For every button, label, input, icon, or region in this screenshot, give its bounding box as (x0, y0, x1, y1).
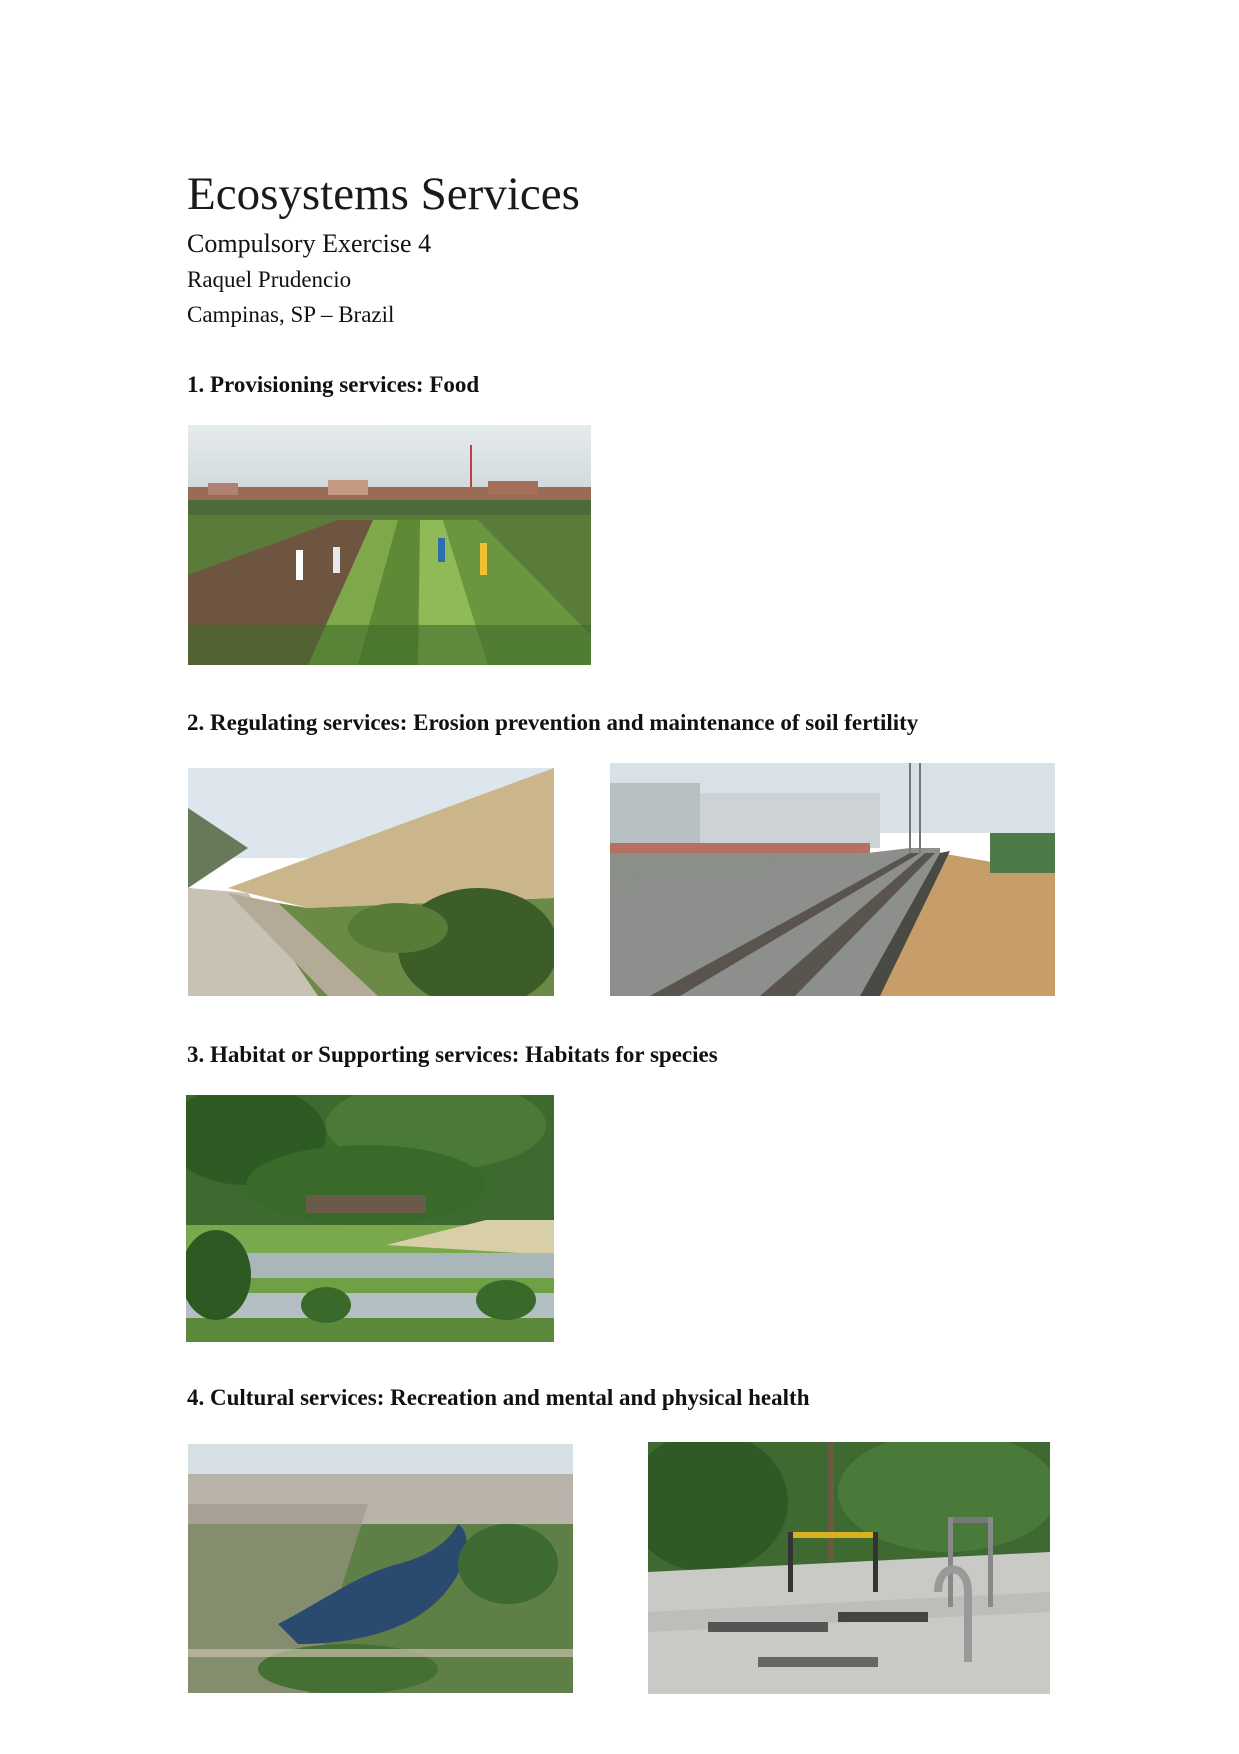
section-heading-regulating: 2. Regulating services: Erosion prevention and maintenance of soil fertility (187, 710, 919, 735)
photo-railway-embankment (610, 763, 1055, 996)
document-author: Raquel Prudencio (187, 267, 352, 292)
photo-vegetable-farm (188, 425, 591, 665)
section-heading-cultural: 4. Cultural services: Recreation and mental and physical health (187, 1385, 810, 1410)
document-location: Campinas, SP – Brazil (187, 302, 395, 327)
document-title: Ecosystems Services (187, 168, 580, 220)
photo-slope-erosion-control (188, 768, 554, 996)
section-heading-habitat: 3. Habitat or Supporting services: Habitats for species (187, 1042, 718, 1067)
photo-outdoor-gym (648, 1442, 1050, 1694)
photo-aerial-city-lake (188, 1444, 573, 1693)
document-subtitle: Compulsory Exercise 4 (187, 229, 432, 258)
section-heading-provisioning: 1. Provisioning services: Food (187, 372, 480, 397)
photo-park-lake-habitat (186, 1095, 554, 1342)
